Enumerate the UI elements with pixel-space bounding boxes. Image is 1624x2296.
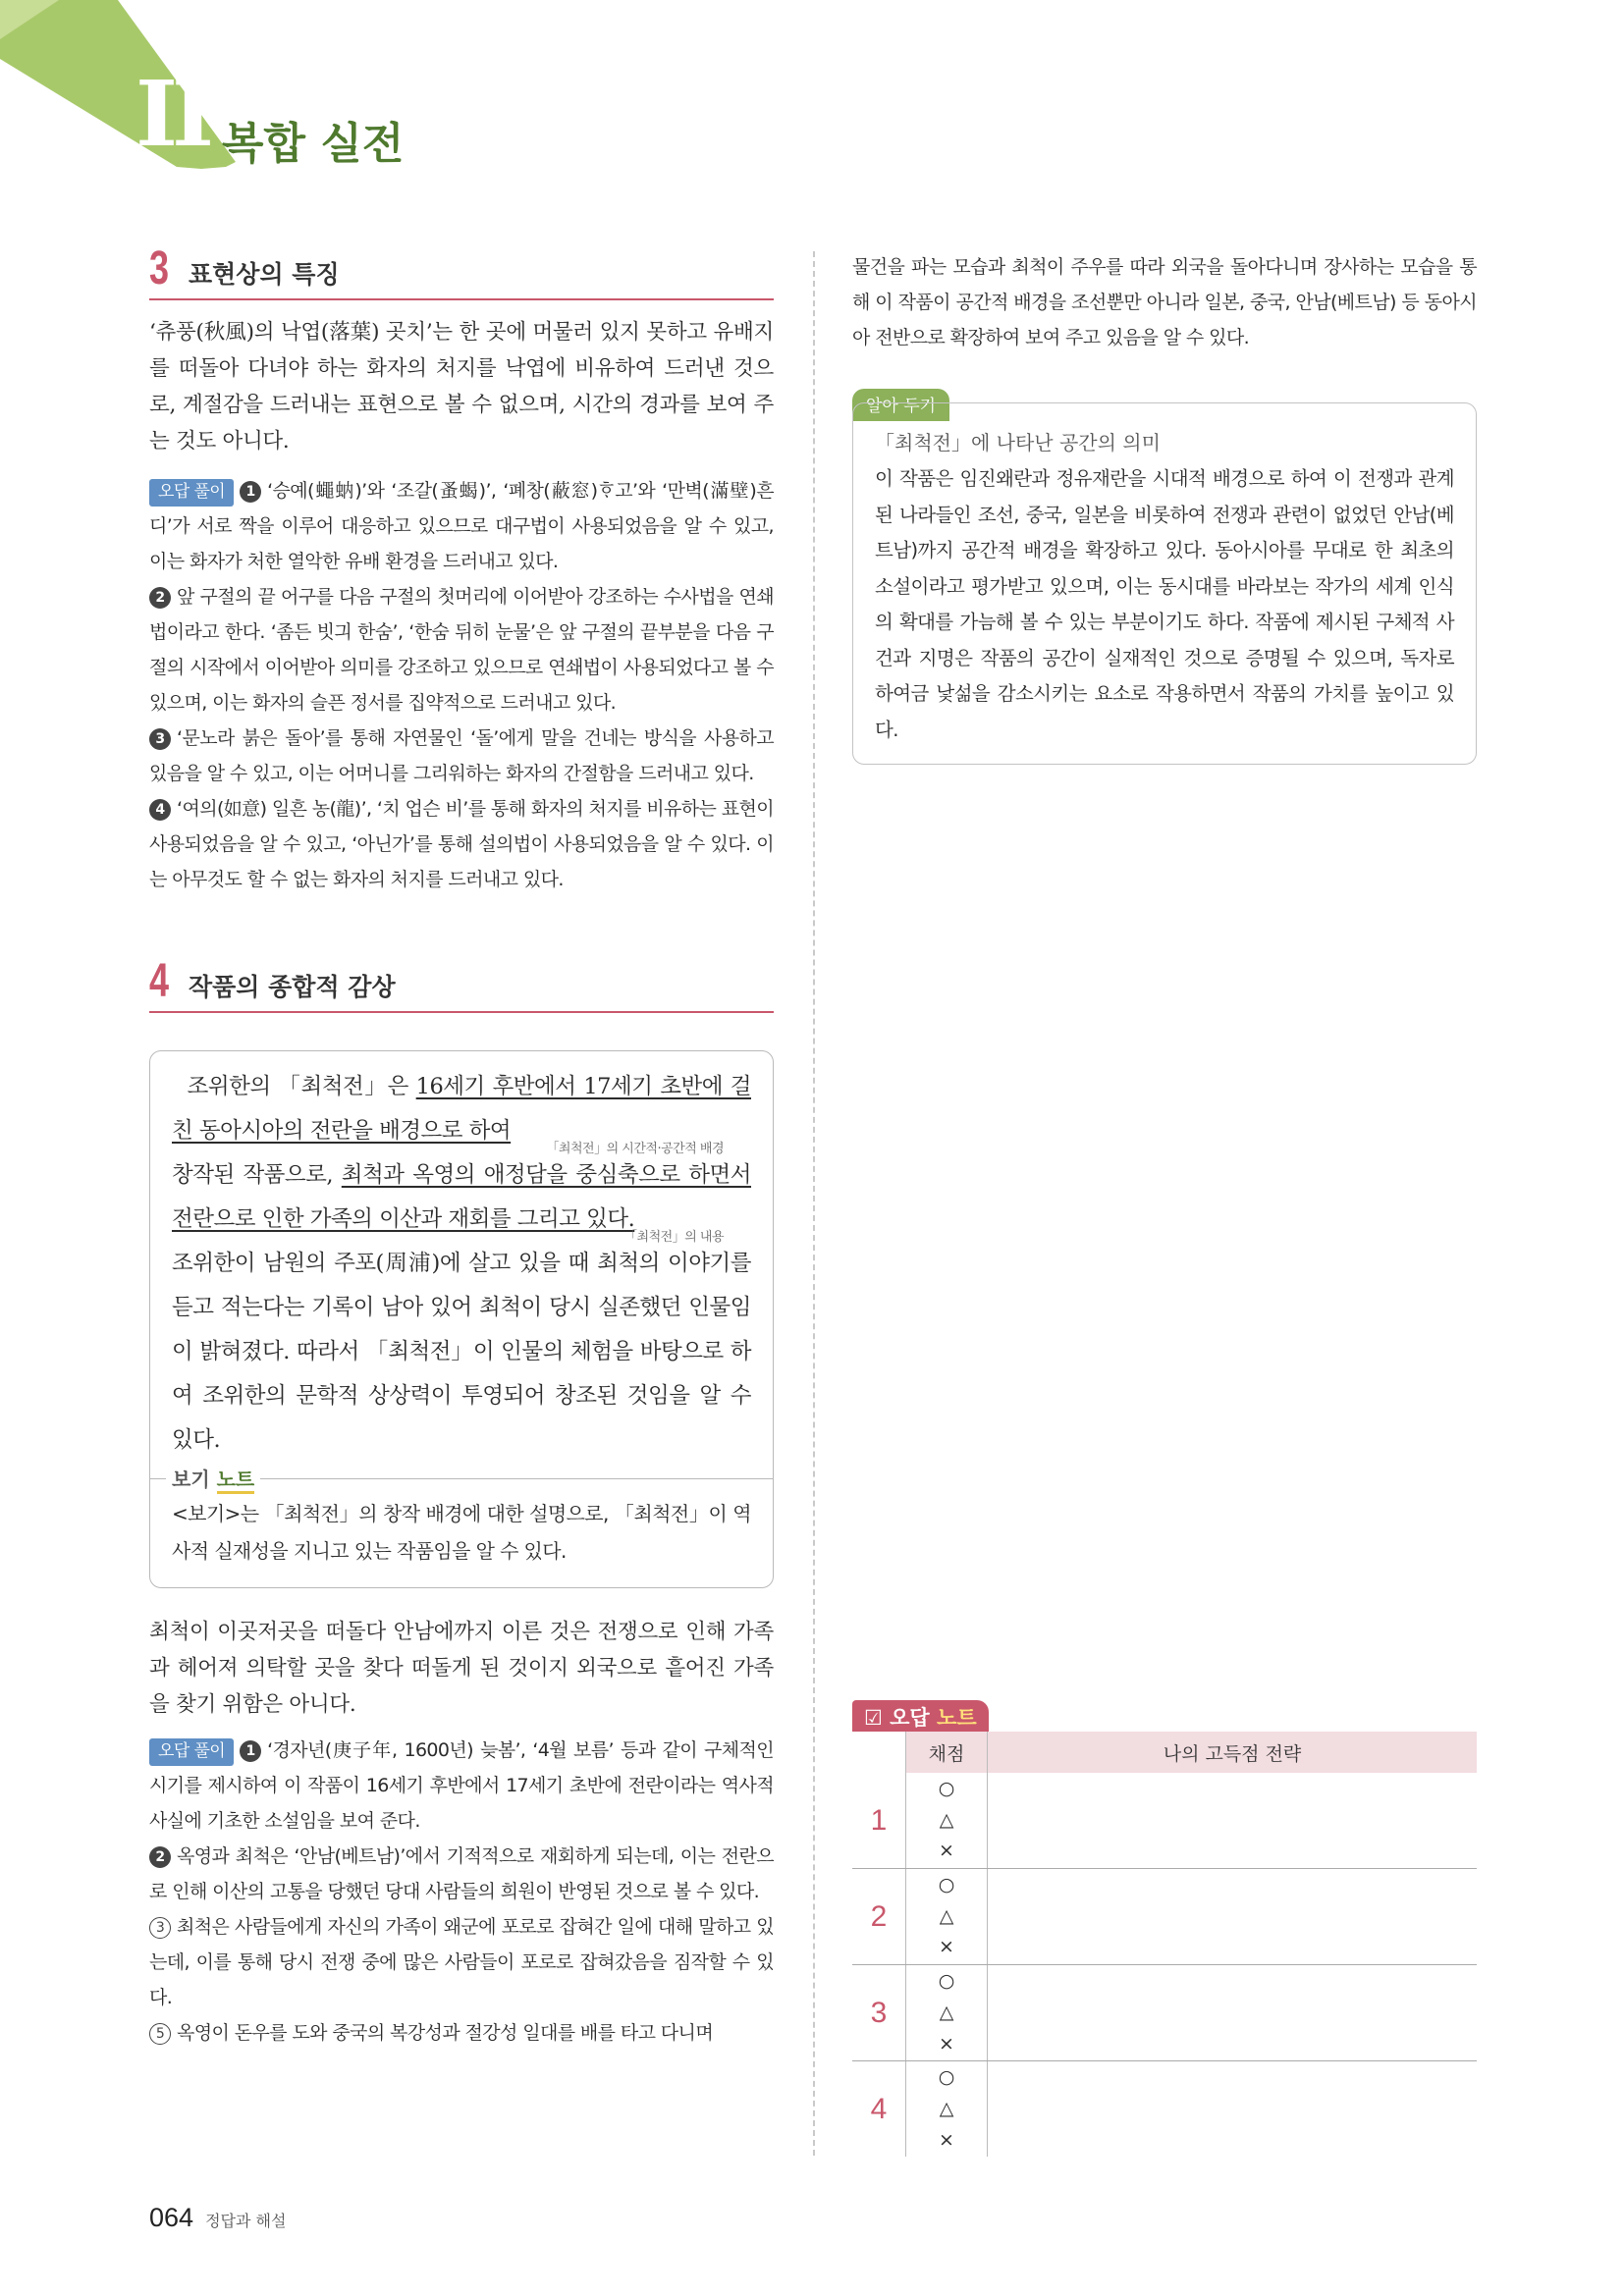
- footer-label: 정답과 해설: [205, 2212, 287, 2230]
- explanation-item: [149, 721, 774, 791]
- note-label-highlight: 노트: [217, 1468, 255, 1494]
- x-mark[interactable]: ×: [939, 1840, 954, 1862]
- explanation-item: [149, 579, 774, 721]
- odap-note-header: [852, 1700, 989, 1735]
- section-3-lead: ‘츄풍(秋風)의 낙엽(落葉) 곳치’는 한 곳에 머물러 있지 못하고 유배지를 떠돌아 다녀야 하는 화자의 처지를 낙엽에 비유하여 드러낸 것으로, 계절감을 드러내는 표현으로 볼 수 없으며, 시간의 경과를 보여 주는 것도 아니다.: [149, 320, 774, 454]
- triangle-mark[interactable]: △: [939, 2001, 954, 2023]
- explanation-text: 옥영과 최척은 ‘안남(베트남)’에서 기적적으로 재회하게 되는데, 이는 전란으로 인해 이산의 고통을 당했던 당대 사람들의 희원이 반영된 것으로 볼 수 있다.: [149, 1845, 774, 1902]
- tip-title: 「최척전」에 나타난 공간의 의미: [875, 431, 1161, 454]
- table-row: [852, 1869, 1477, 1965]
- explanation-text: 앞 구절의 끝 어구를 다음 구절의 첫머리에 이어받아 강조하는 수사법을 연쇄법이라고 한다. ‘좀든 빗긔 한숨’, ‘한숨 뒤히 눈물’은 앞 구절의 끝부분을 다음 구절의 시작에서 이어받아 의미를 강조하고 있으므로 연쇄법이 사용되었다고 볼 수 있으며, 이는 화자의 슬픈 정서를 집약적으로 드러내고 있다.: [149, 586, 774, 714]
- wrong-answer-badge: 오답 풀이: [149, 1738, 234, 1766]
- bogi-underlined-content: 최척과 옥영의 애정담을 중심축으로 하면서 전란으로 인한 가족의 이산과 재회를 그리고 있다.: [172, 1162, 752, 1232]
- bogi-text: 창작된 작품으로,: [172, 1162, 342, 1188]
- note-label-text: 보기: [172, 1468, 217, 1491]
- section-number: 3: [149, 242, 170, 294]
- table-row: [852, 1773, 1477, 1869]
- triangle-mark[interactable]: △: [939, 1808, 954, 1831]
- strategy-cell[interactable]: [988, 1869, 1478, 1965]
- section-3-explanations: [149, 473, 774, 897]
- section-title: 작품의 종합적 감상: [189, 973, 396, 1001]
- page-number: 064: [149, 2203, 194, 2232]
- odap-tag-highlight: 노트: [937, 1706, 977, 1730]
- odap-note-table: [852, 1732, 1477, 2157]
- right-column: [852, 249, 1477, 355]
- column-divider: [813, 251, 815, 2156]
- odap-note-tag: [852, 1700, 989, 1735]
- unit-roman-numeral: II: [135, 61, 209, 167]
- number-marker: 2: [149, 587, 171, 609]
- explanation-text: ‘여의(如意) 일흔 농(龍)’, ‘치 업슨 비’를 통해 화자의 처지를 비유하는 표현이 사용되었음을 알 수 있고, ‘아닌가’를 통해 설의법이 사용되었음을 알 수 있다. 이는 아무것도 할 수 없는 화자의 처지를 드러내고 있다.: [149, 798, 774, 890]
- explanation-item: [149, 473, 774, 579]
- x-mark[interactable]: ×: [939, 1936, 954, 1958]
- header-strategy: 나의 고득점 전략: [988, 1732, 1478, 1773]
- circle-mark[interactable]: ○: [938, 1778, 955, 1799]
- strategy-cell[interactable]: [988, 2061, 1478, 2158]
- number-marker: 5: [149, 2023, 171, 2045]
- circle-mark[interactable]: ○: [938, 2066, 955, 2089]
- explanation-text: ‘경자년(庚子年, 1600년) 늦봄’, ‘4월 보름’ 등과 같이 구체적인 시기를 제시하여 이 작품이 16세기 후반에서 17세기 초반에 전란이라는 역사적 사실에 기초한 소설임을 보여 준다.: [149, 1739, 774, 1832]
- bogi-passage: [172, 1065, 751, 1463]
- explanation-text: 옥영이 돈우를 도와 중국의 복강성과 절강성 일대를 배를 타고 다니며: [177, 2022, 714, 2044]
- section-3-heading: [149, 242, 774, 300]
- page-footer: [149, 2203, 286, 2233]
- tip-tag: 알아 두기: [852, 389, 949, 421]
- triangle-mark[interactable]: △: [939, 1904, 954, 1927]
- score-cell: [906, 1773, 988, 1869]
- strategy-cell[interactable]: [988, 1965, 1478, 2061]
- question-number: 4: [870, 2092, 888, 2125]
- section-4-lead: 최척이 이곳저곳을 떠돌다 안남에까지 이른 것은 전쟁으로 인해 가족과 헤어져 의탁할 곳을 찾다 떠돌게 된 것이지 외국으로 흩어진 가족을 찾기 위함은 아니다.: [149, 1620, 774, 1717]
- table-header-row: [852, 1732, 1477, 1773]
- bogi-underlined-setting: 16세기 후반에서 17세기 초반에 걸친 동아시아의 전란을 배경으로 하여: [172, 1074, 751, 1144]
- table-row: [852, 1965, 1477, 2061]
- section-4-explanations: [149, 1733, 774, 2051]
- explanation-item: [149, 791, 774, 897]
- explanation-item: [149, 1839, 774, 1909]
- annotation-content: 「최척전」의 내용: [624, 1230, 724, 1245]
- score-cell: [906, 2061, 988, 2158]
- question-number: 2: [852, 1869, 906, 1965]
- circle-mark[interactable]: ○: [938, 1874, 955, 1896]
- bogi-text: 조위한의 「최척전」은: [187, 1074, 416, 1099]
- explanation-text: ‘승예(蠅蚋)’와 ‘조갈(蚤蝎)’, ‘폐창(蔽窓)ᄒᆞ고’와 ‘만벽(滿壁)흔디’가 서로 짝을 이루어 대응하고 있으므로 대구법이 사용되었음을 알 수 있고, 이는 화자가 처한 열악한 유배 환경을 드러내고 있다.: [149, 480, 774, 572]
- wrong-answer-badge: 오답 풀이: [149, 479, 234, 507]
- header-empty: [852, 1732, 906, 1773]
- explanation-item: [149, 1909, 774, 2015]
- section-4-heading: [149, 955, 774, 1013]
- number-marker: 4: [149, 799, 171, 821]
- checkbox-icon: ☑: [864, 1706, 883, 1730]
- question-number: 1: [852, 1773, 906, 1869]
- explanation-text: ‘문노라 붉은 돌아’를 통해 자연물인 ‘돌’에게 말을 건네는 방식을 사용하고 있음을 알 수 있고, 이는 어머니를 그리워하는 화자의 간절함을 드러내고 있다.: [149, 727, 774, 784]
- explanation-item: [149, 1733, 774, 1839]
- annotation-setting: 「최척전」의 시간적·공간적 배경: [546, 1142, 724, 1156]
- tip-body: 이 작품은 임진왜란과 정유재란을 시대적 배경으로 하여 이 전쟁과 관계된 나라들인 조선, 중국, 일본을 비롯하여 전쟁과 관련이 없었던 안남(베트남)까지 공간적 배경을 확장하고 있다. 동아시아를 무대로 한 최초의 소설이라고 평가받고 있으며, 이는 동시대를 바라보는 작가의 세계 인식의 확대를 가늠해 볼 수 있는 부분이기도 하다. 작품에 제시된 구체적 사건과 지명은 작품의 공간이 실재적인 것으로 증명될 수 있으며, 독자로 하여금 낯섦을 감소시키는 요소로 작용하면서 작품의 가치를 높이고 있다.: [875, 467, 1454, 741]
- left-column: [149, 242, 774, 2051]
- score-cell: [906, 1869, 988, 1965]
- bogi-note-text: <보기>는 「최척전」의 창작 배경에 대한 설명으로, 「최척전」이 역사적 실재성을 지니고 있는 작품임을 알 수 있다.: [172, 1502, 751, 1563]
- odap-tag-text: 오답: [890, 1706, 938, 1730]
- number-marker: 2: [149, 1846, 171, 1868]
- explanation-item: [149, 2015, 774, 2051]
- explanation-text: 최척은 사람들에게 자신의 가족이 왜군에 포로로 잡혀간 일에 대해 말하고 있는데, 이를 통해 당시 전쟁 중에 많은 사람들이 포로로 잡혀갔음을 짐작할 수 있다.: [149, 1916, 774, 2008]
- header-score: 채점: [906, 1732, 988, 1773]
- bogi-note-label: [166, 1464, 260, 1492]
- x-mark[interactable]: ×: [939, 2032, 954, 2055]
- unit-title: 복합 실전: [222, 119, 405, 169]
- question-number: 3: [852, 1965, 906, 2061]
- table-row: [852, 2061, 1477, 2158]
- number-marker: 3: [149, 728, 171, 750]
- number-marker: 1: [240, 1740, 261, 1762]
- corner-decoration: [0, 0, 255, 177]
- score-cell: [906, 1965, 988, 2061]
- bogi-box: [149, 1050, 774, 1588]
- x-mark[interactable]: ×: [939, 2128, 954, 2151]
- section-number: 4: [149, 955, 170, 1007]
- note-divider: [150, 1468, 773, 1491]
- tip-box: [852, 402, 1477, 765]
- circle-mark[interactable]: ○: [938, 1970, 955, 1993]
- triangle-mark[interactable]: △: [939, 2097, 954, 2119]
- bogi-text: 조위한이 남원의 주포(周浦)에 살고 있을 때 최척의 이야기를 듣고 적는다는 기록이 남아 있어 최척이 당시 실존했던 인물임이 밝혀졌다. 따라서 「최척전」이 인물의 체험을 바탕으로 하여 조위한의 문학적 상상력이 투영되어 창조된 것임을 알 수 있다.: [172, 1251, 751, 1453]
- section-title: 표현상의 특징: [189, 260, 340, 289]
- section-4-continuation: 물건을 파는 모습과 최척이 주우를 따라 외국을 돌아다니며 장사하는 모습을 통해 이 작품이 공간적 배경을 조선뿐만 아니라 일본, 중국, 안남(베트남) 등 동아시아 전반으로 확장하여 보여 주고 있음을 알 수 있다.: [852, 256, 1477, 348]
- number-marker: 1: [240, 481, 261, 503]
- number-marker: 3: [149, 1917, 171, 1939]
- strategy-cell[interactable]: [988, 1773, 1478, 1869]
